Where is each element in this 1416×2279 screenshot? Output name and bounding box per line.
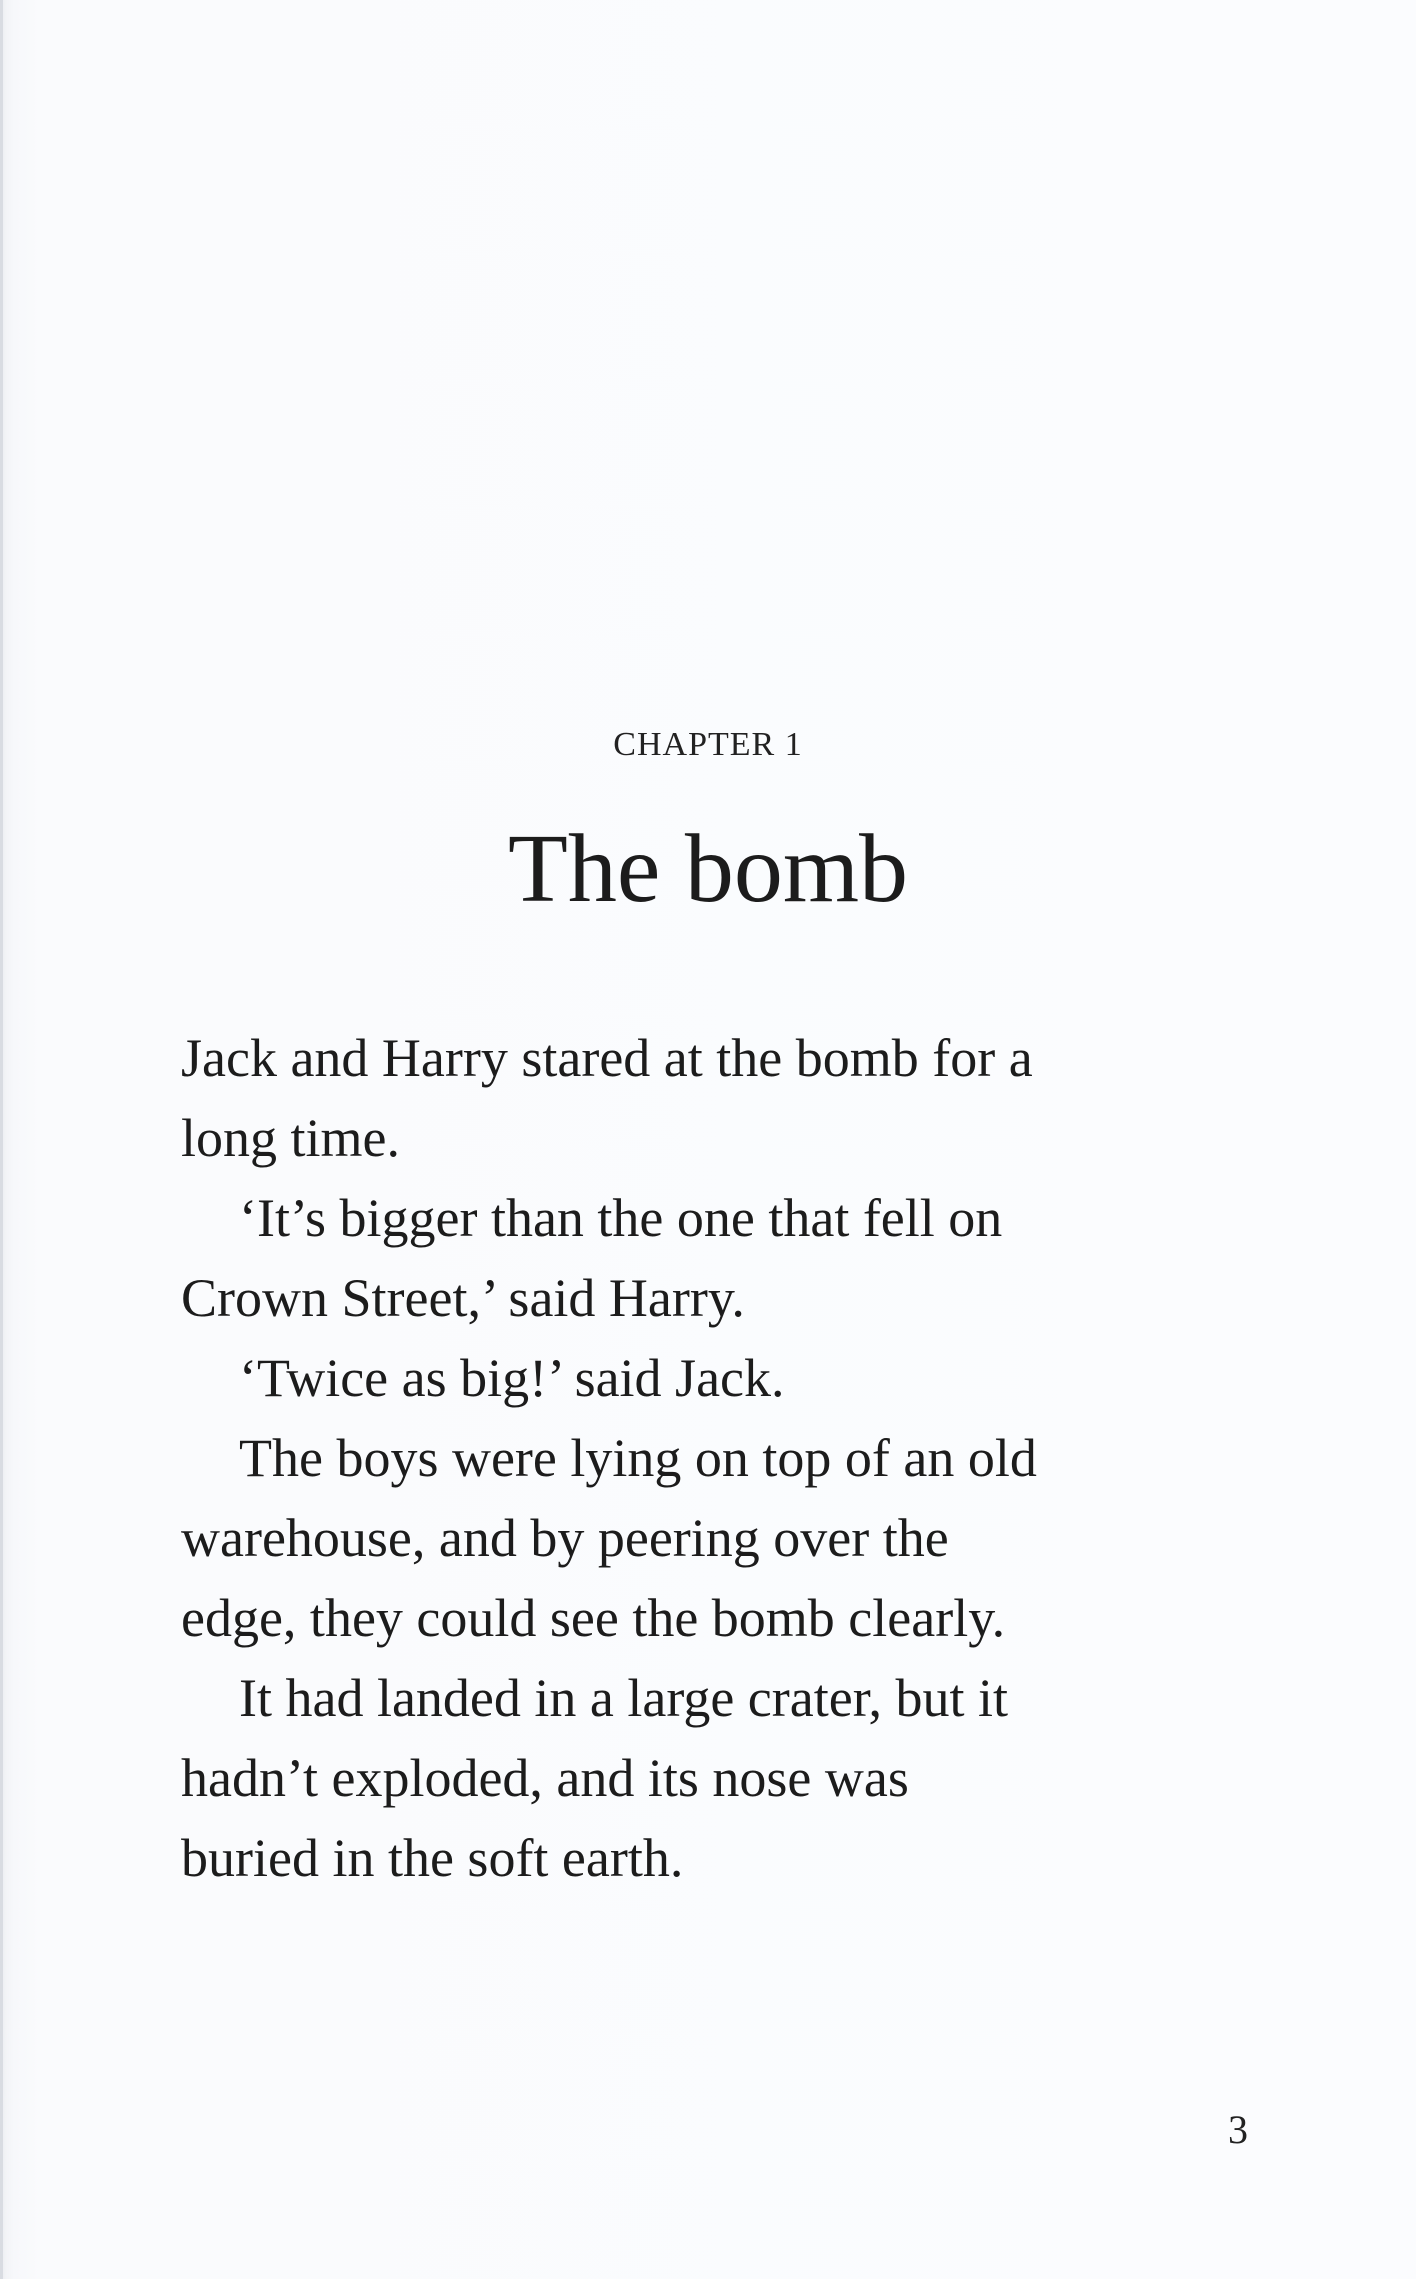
- text-line: warehouse, and by peering over the: [181, 1508, 949, 1568]
- text-line: hadn’t exploded, and its nose was: [181, 1748, 909, 1808]
- text-line: long time.: [181, 1108, 400, 1168]
- text-line: It had landed in a large crater, but it: [239, 1668, 1009, 1728]
- text-line: The boys were lying on top of an old: [239, 1428, 1037, 1488]
- page-edge-shadow: [0, 0, 3, 2279]
- chapter-label: CHAPTER 1: [613, 726, 803, 763]
- text-line: edge, they could see the bomb clearly.: [181, 1588, 1006, 1648]
- text-line: ‘Twice as big!’ said Jack.: [239, 1348, 785, 1408]
- text-line: Crown Street,’ said Harry.: [181, 1268, 745, 1328]
- body-text: [181, 1018, 1241, 1898]
- page-number: 3: [1228, 2107, 1248, 2152]
- text-line: Jack and Harry stared at the bomb for a: [181, 1028, 1033, 1088]
- text-line: ‘It’s bigger than the one that fell on: [239, 1188, 1003, 1248]
- chapter-title: The bomb: [507, 815, 909, 923]
- text-line: buried in the soft earth.: [181, 1828, 684, 1888]
